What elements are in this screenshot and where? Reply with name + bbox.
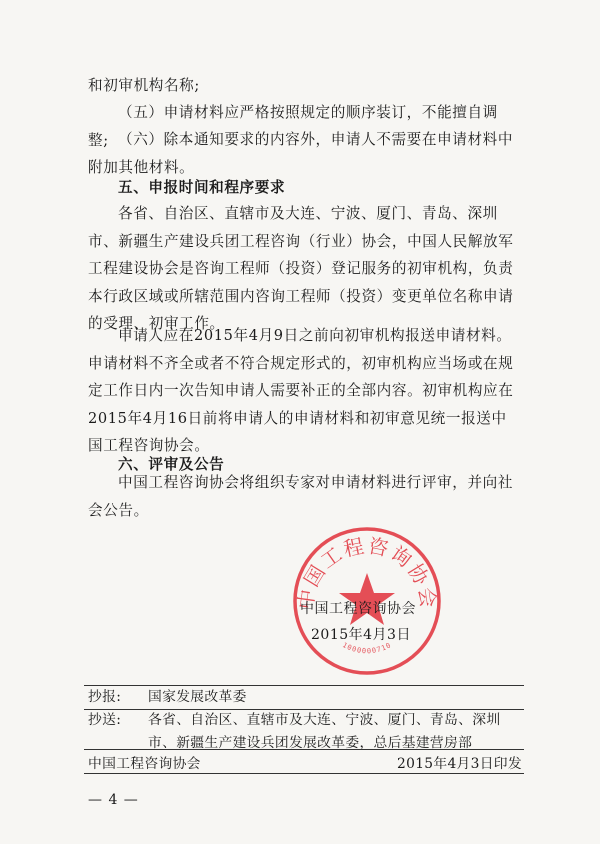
divider-bottom <box>84 749 524 750</box>
footer-issued-date: 2015年4月3日印发 <box>397 756 522 772</box>
divider-footer <box>84 773 524 774</box>
cc-report-label: 抄报: <box>88 689 122 705</box>
continuation-text: 和初审机构名称; <box>88 77 200 94</box>
cc-send-to-line2: 市、新疆生产建设兵团发展改革委，总后基建营房部 <box>148 735 473 751</box>
cc-send-to-line1: 各省、自治区、直辖市及大连、宁波、厦门、青岛、深圳 <box>148 712 501 728</box>
section-5-paragraph-2: 申请人应在2015年4月9日之前向初审机构报送申请材料。申请材料不齐全或者不符合规定形式的，初审机构应当场或在规定工作日内一次告知申请人需要补正的全部内容。初审机构应在2015年4月16日前将申请人的申请材料和初审意见统一报送中国工程咨询协会。 <box>88 327 514 454</box>
signature-date: 2015年4月3日 <box>311 627 411 643</box>
cc-send-label: 抄送: <box>88 712 122 728</box>
item-6-text: （六）除本通知要求的内容外，申请人不需要在申请材料中附加其他材料。 <box>88 131 514 176</box>
page-number: — 4 — <box>88 792 139 808</box>
seal-serial: 1000000710 <box>341 641 393 656</box>
item-5-text: （五）申请材料应严格按照规定的顺序装订，不能擅自调整; <box>88 104 498 149</box>
cc-send-row <box>88 710 528 731</box>
cc-report-to: 国家发展改革委 <box>148 689 247 705</box>
cc-report-row <box>88 687 528 708</box>
seal-arc-text: 中国工程咨询协会 <box>293 533 441 611</box>
section-6-heading: 六、评审及公告 <box>118 456 225 473</box>
footer-issuer: 中国工程咨询协会 <box>88 756 201 772</box>
divider-top <box>84 685 524 686</box>
section-5-heading: 五、申报时间和程序要求 <box>118 179 286 196</box>
section-5-paragraph-1: 各省、自治区、直辖市及大连、宁波、厦门、青岛、深圳市、新疆生产建设兵团工程咨询（行业）协会，中国人民解放军工程建设协会是咨询工程师（投资）登记服务的初审机构，负责本行政区域或所辖范围内咨询工程师（投资）变更单位名称申请的受理、初审工作。 <box>88 205 514 332</box>
signature-organization: 中国工程咨询协会 <box>300 601 416 617</box>
section-6-paragraph: 中国工程咨询协会将组织专家对申请材料进行评审，并向社会公告。 <box>88 474 514 519</box>
